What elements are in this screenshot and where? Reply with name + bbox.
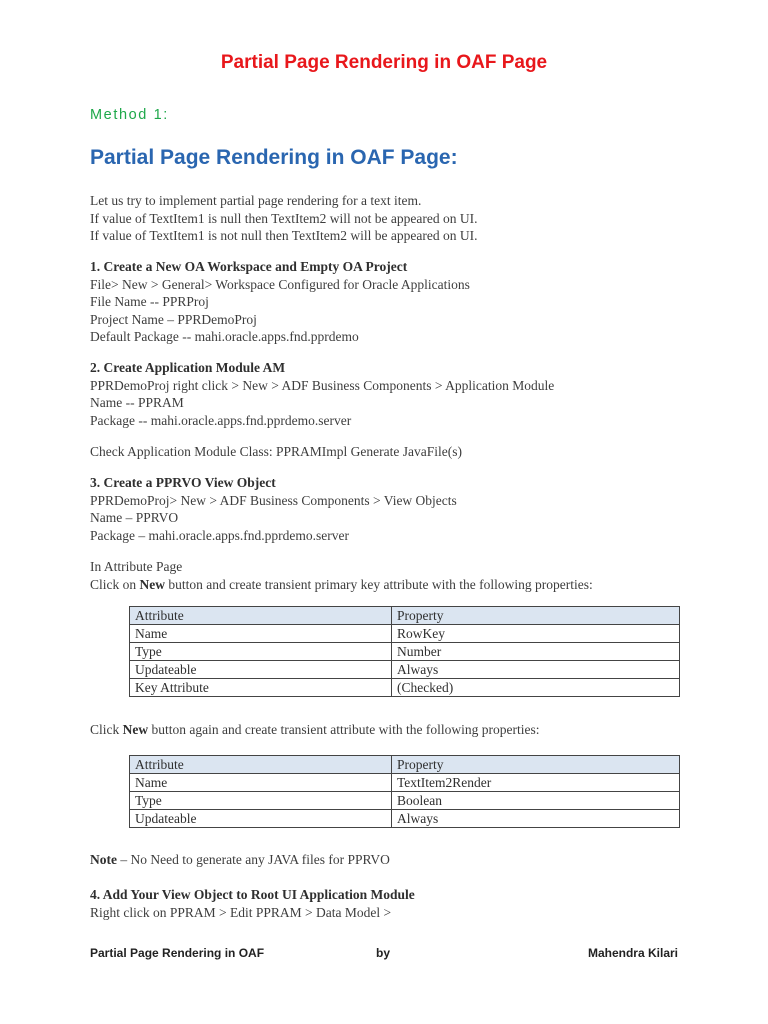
table-cell: Type: [130, 643, 392, 661]
table-cell: (Checked): [392, 679, 680, 697]
step-2-line: PPRDemoProj right click > New > ADF Business Components > Application Module: [90, 377, 555, 393]
step-2: [90, 359, 554, 429]
note-label: Note: [90, 852, 117, 867]
table-cell: Name: [130, 774, 392, 792]
footer-right: Mahendra Kilari: [587, 946, 678, 960]
step-1: [90, 258, 470, 346]
step-3-heading: 3. Create a PPRVO View Object: [90, 475, 276, 490]
document-title: Partial Page Rendering in OAF Page: [220, 52, 548, 73]
table-cell: Boolean: [392, 792, 680, 810]
table-row: [130, 661, 680, 679]
table-cell: Number: [392, 643, 680, 661]
step-4-heading: 4. Add Your View Object to Root UI Application Module: [90, 887, 415, 902]
method-label: Method 1:: [90, 107, 169, 123]
step-2-check: Check Application Module Class: PPRAMImpl Generate JavaFile(s): [90, 444, 462, 459]
table-row: [130, 810, 680, 828]
table-cell: Updateable: [130, 810, 392, 828]
footer-left: Partial Page Rendering in OAF: [90, 946, 265, 960]
table-row: [130, 679, 680, 697]
step-3-line: Package – mahi.oracle.apps.fnd.pprdemo.server: [90, 527, 350, 543]
attribute-page-label: In Attribute Page: [90, 559, 183, 574]
table-row: [130, 792, 680, 810]
table-header-row: [130, 756, 680, 774]
step-3-line: PPRDemoProj> New > ADF Business Components > View Objects: [90, 492, 457, 508]
table-cell: Name: [130, 625, 392, 643]
intro-line: Let us try to implement partial page rendering for a text item.: [90, 193, 422, 208]
step-1-heading: 1. Create a New OA Workspace and Empty OA Project: [90, 259, 408, 274]
note-line: [90, 851, 390, 869]
table-row: [130, 643, 680, 661]
step-1-line: Default Package -- mahi.oracle.apps.fnd.pprdemo: [90, 329, 359, 345]
intro-line: If value of TextItem1 is null then TextItem2 will not be appeared on UI.: [90, 210, 478, 226]
step-2-heading: 2. Create Application Module AM: [90, 360, 286, 375]
table-row: [130, 625, 680, 643]
step-1-line: File Name -- PPRProj: [90, 294, 209, 310]
step-2-line: Name -- PPRAM: [90, 395, 184, 411]
step-1-line: Project Name – PPRDemoProj: [90, 311, 257, 327]
attribute-page-text: [90, 558, 593, 593]
table-cell: Always: [392, 661, 680, 679]
click-new-again-instruction: Click New button again and create transient attribute with the following properties:: [90, 722, 540, 737]
step-4-line: Right click on PPRAM > Edit PPRAM > Data Model >: [90, 904, 392, 920]
table-header-cell: Attribute: [130, 607, 392, 625]
table-cell: RowKey: [392, 625, 680, 643]
table-cell: Key Attribute: [130, 679, 392, 697]
step-4: [90, 886, 415, 921]
table-cell: Updateable: [130, 661, 392, 679]
table-header-cell: Attribute: [130, 756, 392, 774]
table-row: [130, 774, 680, 792]
note-text: – No Need to generate any JAVA files for PPRVO: [117, 852, 390, 867]
click-new-instruction: Click on New button and create transient primary key attribute with the following properties:: [90, 576, 593, 592]
table-cell: Type: [130, 792, 392, 810]
properties-table-2: [129, 755, 680, 828]
table-header-cell: Property: [392, 756, 680, 774]
section-heading: Partial Page Rendering in OAF Page:: [90, 146, 458, 169]
footer-center: by: [376, 946, 391, 960]
step-1-line: File> New > General> Workspace Configured for Oracle Applications: [90, 276, 470, 292]
step-3-line: Name – PPRVO: [90, 510, 179, 526]
intro-line: If value of TextItem1 is not null then TextItem2 will be appeared on UI.: [90, 228, 478, 244]
step-2-line: Package -- mahi.oracle.apps.fnd.pprdemo.server: [90, 412, 352, 428]
intro-paragraph: [90, 192, 478, 245]
table-cell: TextItem2Render: [392, 774, 680, 792]
properties-table-1: [129, 606, 680, 697]
table-header-row: [130, 607, 680, 625]
table-header-cell: Property: [392, 607, 680, 625]
step-3: [90, 474, 457, 544]
table-cell: Always: [392, 810, 680, 828]
